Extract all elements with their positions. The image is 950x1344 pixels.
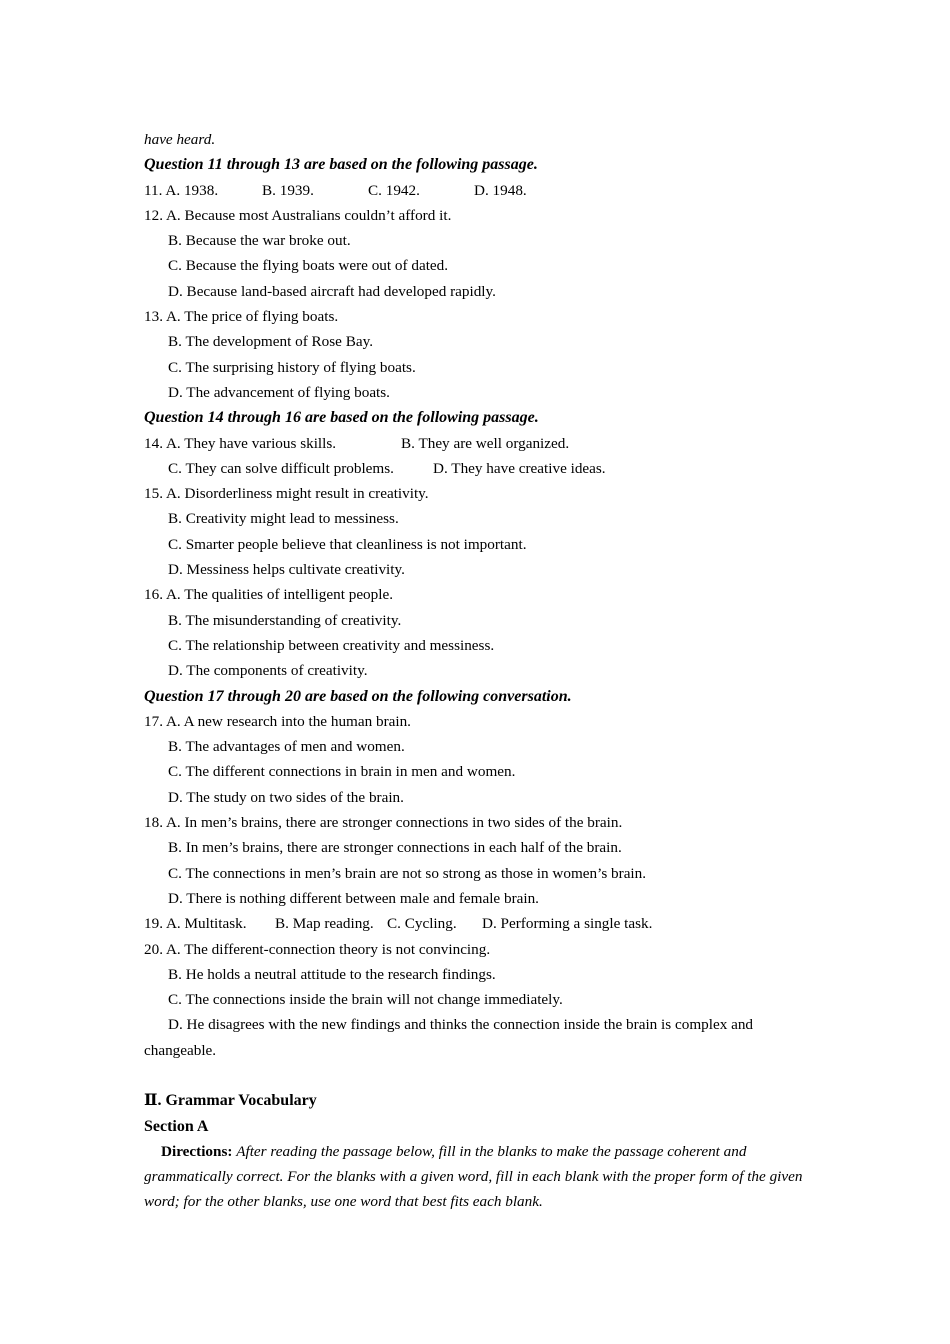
group-heading-14-16: Question 14 through 16 are based on the following passage. [144,409,539,427]
option-13c: C. The surprising history of flying boats. [168,358,416,376]
option-14d: D. They have creative ideas. [433,459,606,477]
option-20d-line2: changeable. [144,1041,217,1059]
option-20c: C. The connections inside the brain will not change immediately. [168,991,563,1009]
option-11b: B. 1939. [262,181,314,199]
question-14-row2 [144,456,814,481]
option-16d: D. The components of creativity. [168,662,368,680]
question-11 [144,178,814,203]
option-18d: D. There is nothing different between male and female brain. [168,889,539,907]
option-14a: 14. A. They have various skills. [144,434,337,452]
section-title: Section A [144,1117,209,1135]
option-16a: 16. A. The qualities of intelligent people. [144,586,393,604]
option-12b: B. Because the war broke out. [168,232,351,250]
option-12a: 12. A. Because most Australians couldn’t afford it. [144,206,452,224]
question-14-row1 [144,431,814,456]
option-19c: C. Cycling. [387,915,457,933]
option-11d: D. 1948. [474,181,527,199]
option-14b: B. They are well organized. [401,434,570,452]
option-13b: B. The development of Rose Bay. [168,333,373,351]
option-12d: D. Because land-based aircraft had developed rapidly. [168,282,496,300]
option-16c: C. The relationship between creativity and messiness. [168,636,495,654]
option-17c: C. The different connections in brain in men and women. [168,763,516,781]
option-15c: C. Smarter people believe that cleanliness is not important. [168,535,527,553]
option-13d: D. The advancement of flying boats. [168,383,390,401]
option-11c: C. 1942. [368,181,420,199]
group-heading-17-20: Question 17 through 20 are based on the following conversation. [144,687,572,705]
question-19 [144,911,814,936]
option-20b: B. He holds a neutral attitude to the research findings. [168,965,496,983]
directions-text: After reading the passage below, fill in the blanks to make the passage coherent and grammatically correct. For the blanks with a given word, fill in each blank with the proper form of the given word; for the other blanks, use one word that best fits each blank. [144,1142,803,1211]
option-15b: B. Creativity might lead to messiness. [168,510,399,528]
option-16b: B. The misunderstanding of creativity. [168,611,402,629]
directions [144,1139,814,1215]
intro-tail: have heard. [144,131,216,148]
option-15d: D. Messiness helps cultivate creativity. [168,561,405,579]
option-14c: C. They can solve difficult problems. [168,459,394,477]
option-18c: C. The connections in men’s brain are not so strong as those in women’s brain. [168,864,647,882]
option-13a: 13. A. The price of flying boats. [144,308,339,326]
option-20d-line1: D. He disagrees with the new findings and thinks the connection inside the brain is complex and [168,1016,754,1034]
option-15a: 15. A. Disorderliness might result in creativity. [144,485,429,503]
option-17b: B. The advantages of men and women. [168,738,405,756]
option-17d: D. The study on two sides of the brain. [168,788,404,806]
group-heading-11-13: Question 11 through 13 are based on the following passage. [144,156,538,174]
option-19b: B. Map reading. [275,915,374,933]
exam-page [144,127,814,1215]
option-12c: C. Because the flying boats were out of dated. [168,257,449,275]
option-18a: 18. A. In men’s brains, there are stronger connections in two sides of the brain. [144,814,623,832]
directions-label: Directions: [161,1142,233,1160]
option-20a: 20. A. The different-connection theory is not convincing. [144,940,491,958]
section-spacer [144,1063,814,1088]
option-17a: 17. A. A new research into the human brain. [144,712,411,730]
option-19a: 19. A. Multitask. [144,915,247,933]
option-18b: B. In men’s brains, there are stronger connections in each half of the brain. [168,839,622,857]
option-11a: 11. A. 1938. [144,181,219,199]
part-title: Ⅱ. Grammar Vocabulary [144,1092,317,1110]
option-19d: D. Performing a single task. [482,915,653,933]
